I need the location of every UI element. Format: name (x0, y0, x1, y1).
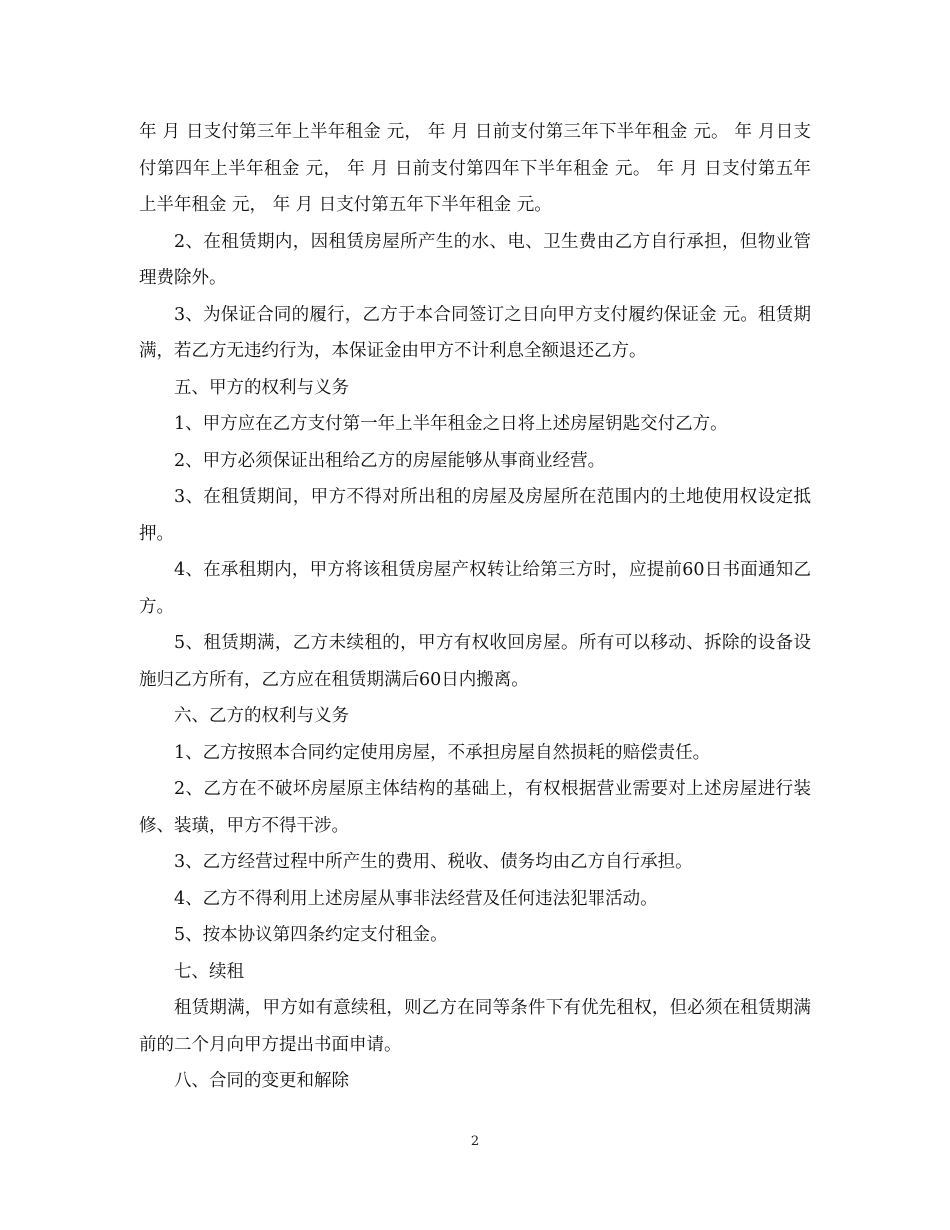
clause-party-b-5: 5、按本协议第四条约定支付租金。 (174, 925, 448, 945)
clause-party-a-5: 5、租赁期满，乙方未续租的，甲方有权收回房屋。所有可以移动、拆除的设备设施归乙方所有，乙方应在租赁期满后60日内搬离。 (139, 633, 811, 690)
page-number: 2 (470, 1134, 480, 1149)
clause-party-b-4: 4、乙方不得利用上述房屋从事非法经营及任何违法犯罪活动。 (174, 888, 658, 909)
clause-party-b-3: 3、乙方经营过程中所产生的费用、税收、债务均由乙方自行承担。 (174, 852, 693, 872)
clause-party-b-2: 2、乙方在不破坏房屋原主体结构的基础上，有权根据营业需要对上述房屋进行装修、装璜，甲方不得干涉。 (139, 779, 811, 836)
document-body (139, 114, 811, 1100)
clause-party-a-4: 4、在承租期内，甲方将该租赁房屋产权转让给第三方时，应提前60日书面通知乙方。 (139, 560, 811, 617)
paragraph-utilities: 2、在租赁期内，因租赁房屋所产生的水、电、卫生费由乙方自行承担，但物业管理费除外。 (139, 231, 811, 288)
section-heading-modification: 八、合同的变更和解除 (174, 1071, 349, 1091)
paragraph-rent-schedule: 年 月 日支付第三年上半年租金 元， 年 月 日前支付第三年下半年租金 元。 年 月日支付第四年上半年租金 元， 年 月 日前支付第四年下半年租金 元。 年 月 日支付第五年上半年租金 元， 年 月 日支付第五年下半年租金 元。 (139, 122, 811, 215)
section-heading-party-a: 五、甲方的权利与义务 (174, 377, 349, 398)
section-heading-renewal: 七、续租 (174, 961, 244, 982)
clause-party-a-3: 3、在租赁期间，甲方不得对所出租的房屋及房屋所在范围内的土地使用权设定抵押。 (139, 487, 811, 544)
clause-party-b-1: 1、乙方按照本合同约定使用房屋，不承担房屋自然损耗的赔偿责任。 (174, 742, 711, 763)
clause-party-a-2: 2、甲方必须保证出租给乙方的房屋能够从事商业经营。 (174, 450, 606, 471)
section-heading-party-b: 六、乙方的权利与义务 (174, 706, 349, 726)
paragraph-renewal: 租赁期满，甲方如有意续租，则乙方在同等条件下有优先租权，但必须在租赁期满前的二个月向甲方提出书面申请。 (139, 998, 811, 1055)
clause-party-a-1: 1、甲方应在乙方支付第一年上半年租金之日将上述房屋钥匙交付乙方。 (174, 414, 728, 434)
paragraph-deposit: 3、为保证合同的履行，乙方于本合同签订之日向甲方支付履约保证金 元。租赁期满，若乙方无违约行为，本保证金由甲方不计利息全额退还乙方。 (139, 304, 811, 361)
